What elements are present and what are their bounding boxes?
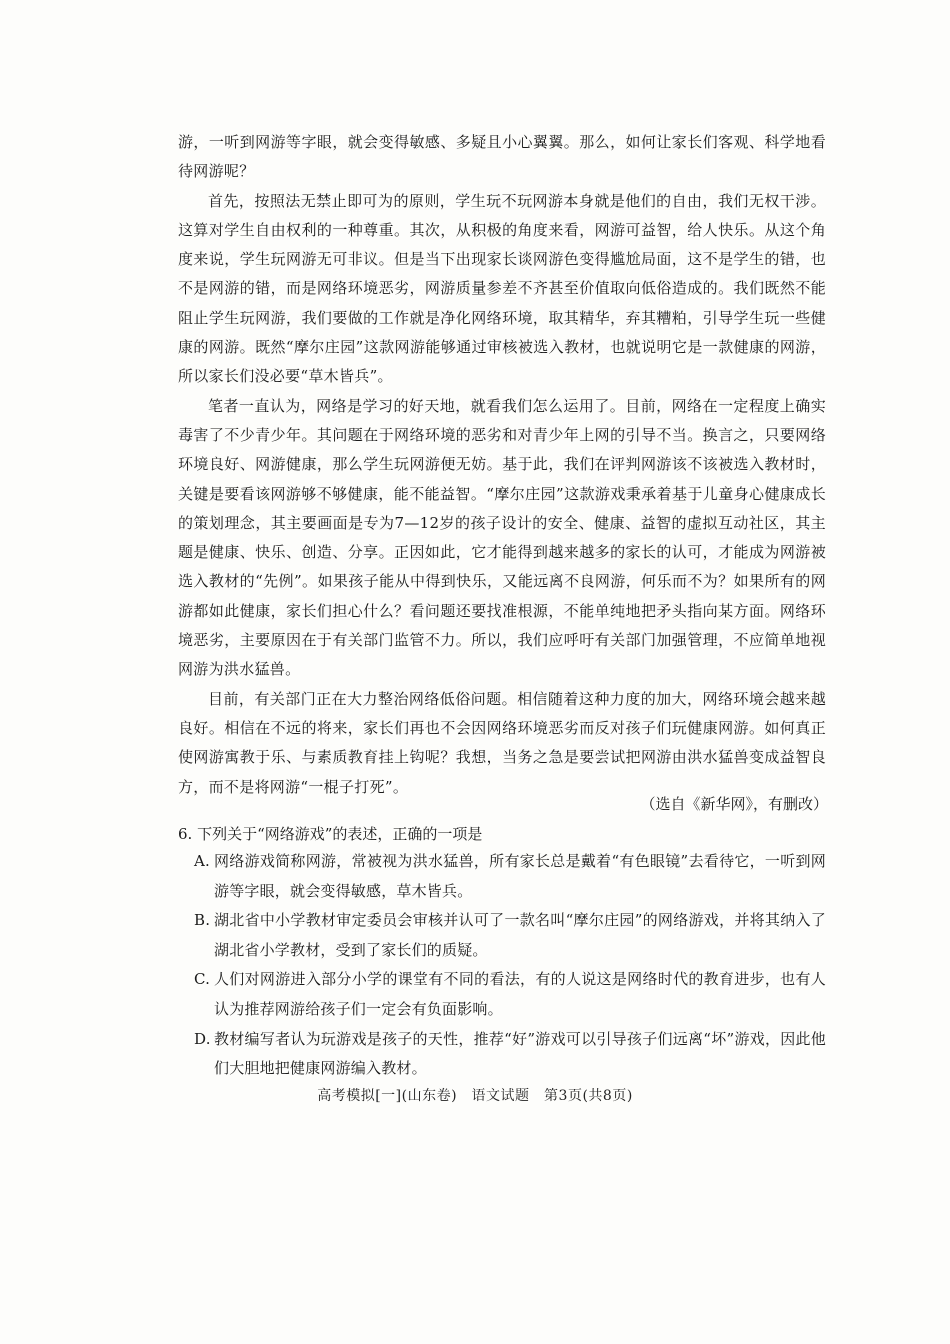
option-text: 教材编写者认为玩游戏是孩子的天性，推荐“好”游戏可以引导孩子们远离“坏”游戏，因此他们大胆地把健康网游编入教材。	[214, 1029, 826, 1078]
option-a	[194, 847, 826, 906]
paragraph-2: 首先，按照法无禁止即可为的原则，学生玩不玩网游本身就是他们的自由，我们无权干涉。这算对学生自由权利的一种尊重。其次，从积极的角度来看，网游可益智，给人快乐。从这个角度来说，学生玩网游无可非议。但是当下出现家长谈网游色变得尴尬局面，这不是学生的错，也不是网游的错，而是网络环境恶劣，网游质量参差不齐甚至价值取向低俗造成的。我们既然不能阻止学生玩网游，我们要做的工作就是净化网络环境，取其精华，弃其糟粕，引导学生玩一些健康的网游。既然“摩尔庄园”这款网游能够通过审核被选入教材，也就说明它是一款健康的网游，所以家长们没必要“草木皆兵”。	[178, 191, 826, 386]
article-source: （选自《新华网》，有删改）	[640, 795, 828, 813]
question-stem: 6. 下列关于“网络游戏”的表述，正确的一项是	[178, 825, 483, 843]
option-text: 湖北省中小学教材审定委员会审核并认可了一款名叫“摩尔庄园”的网络游戏，并将其纳入了湖北省小学教材，受到了家长们的质疑。	[214, 911, 826, 959]
page-footer: 高考模拟[一](山东卷) 语文试题 第3页(共8页)	[317, 1088, 633, 1104]
paragraph-3: 笔者一直认为，网络是学习的好天地，就看我们怎么运用了。目前，网络在一定程度上确实毒害了不少青少年。其问题在于网络环境的恶劣和对青少年上网的引导不当。换言之，只要网络环境良好、网游健康，那么学生玩网游便无妨。基于此，我们在评判网游该不该被选入教材时，关键是要看该网游够不够健康，能不能益智。“摩尔庄园”这款游戏秉承着基于儿童身心健康成长的策划理念，其主要画面是专为7—12岁的孩子设计的安全、健康、益智的虚拟互动社区，其主题是健康、快乐、创造、分享。正因如此，它才能得到越来越多的家长的认可，才能成为网游被选入教材的“先例”。如果孩子能从中得到快乐，又能远离不良网游，何乐而不为？如果所有的网游都如此健康，家长们担心什么？看问题还要找准根源，不能单纯地把矛头指向某方面。网络环境恶劣，主要原因在于有关部门监管不力。所以，我们应呼吁有关部门加强管理，不应简单地视网游为洪水猛兽。	[178, 396, 826, 679]
question-options	[194, 847, 826, 1084]
option-text: 人们对网游进入部分小学的课堂有不同的看法，有的人说这是网络时代的教育进步，也有人认为推荐网游给孩子们一定会有负面影响。	[214, 970, 826, 1018]
option-letter: B.	[194, 911, 211, 930]
option-d	[194, 1025, 826, 1084]
option-b	[194, 906, 826, 965]
option-text: 网络游戏简称网游，常被视为洪水猛兽，所有家长总是戴着“有色眼镜”去看待它，一听到网游等字眼，就会变得敏感，草木皆兵。	[214, 852, 826, 900]
option-letter: C.	[194, 970, 211, 989]
article-body	[178, 128, 826, 802]
option-letter: D.	[194, 1029, 211, 1048]
paragraph-1: 游，一听到网游等字眼，就会变得敏感、多疑且小心翼翼。那么，如何让家长们客观、科学地看待网游呢？	[178, 133, 826, 181]
option-letter: A.	[194, 852, 211, 870]
option-c	[194, 965, 826, 1024]
paragraph-4: 目前，有关部门正在大力整治网络低俗问题。相信随着这种力度的加大，网络环境会越来越良好。相信在不远的将来，家长们再也不会因网络环境恶劣而反对孩子们玩健康网游。如何真正使网游寓教于乐、与素质教育挂上钩呢？我想，当务之急是要尝试把网游由洪水猛兽变成益智良方，而不是将网游“一棍子打死”。	[178, 689, 826, 796]
